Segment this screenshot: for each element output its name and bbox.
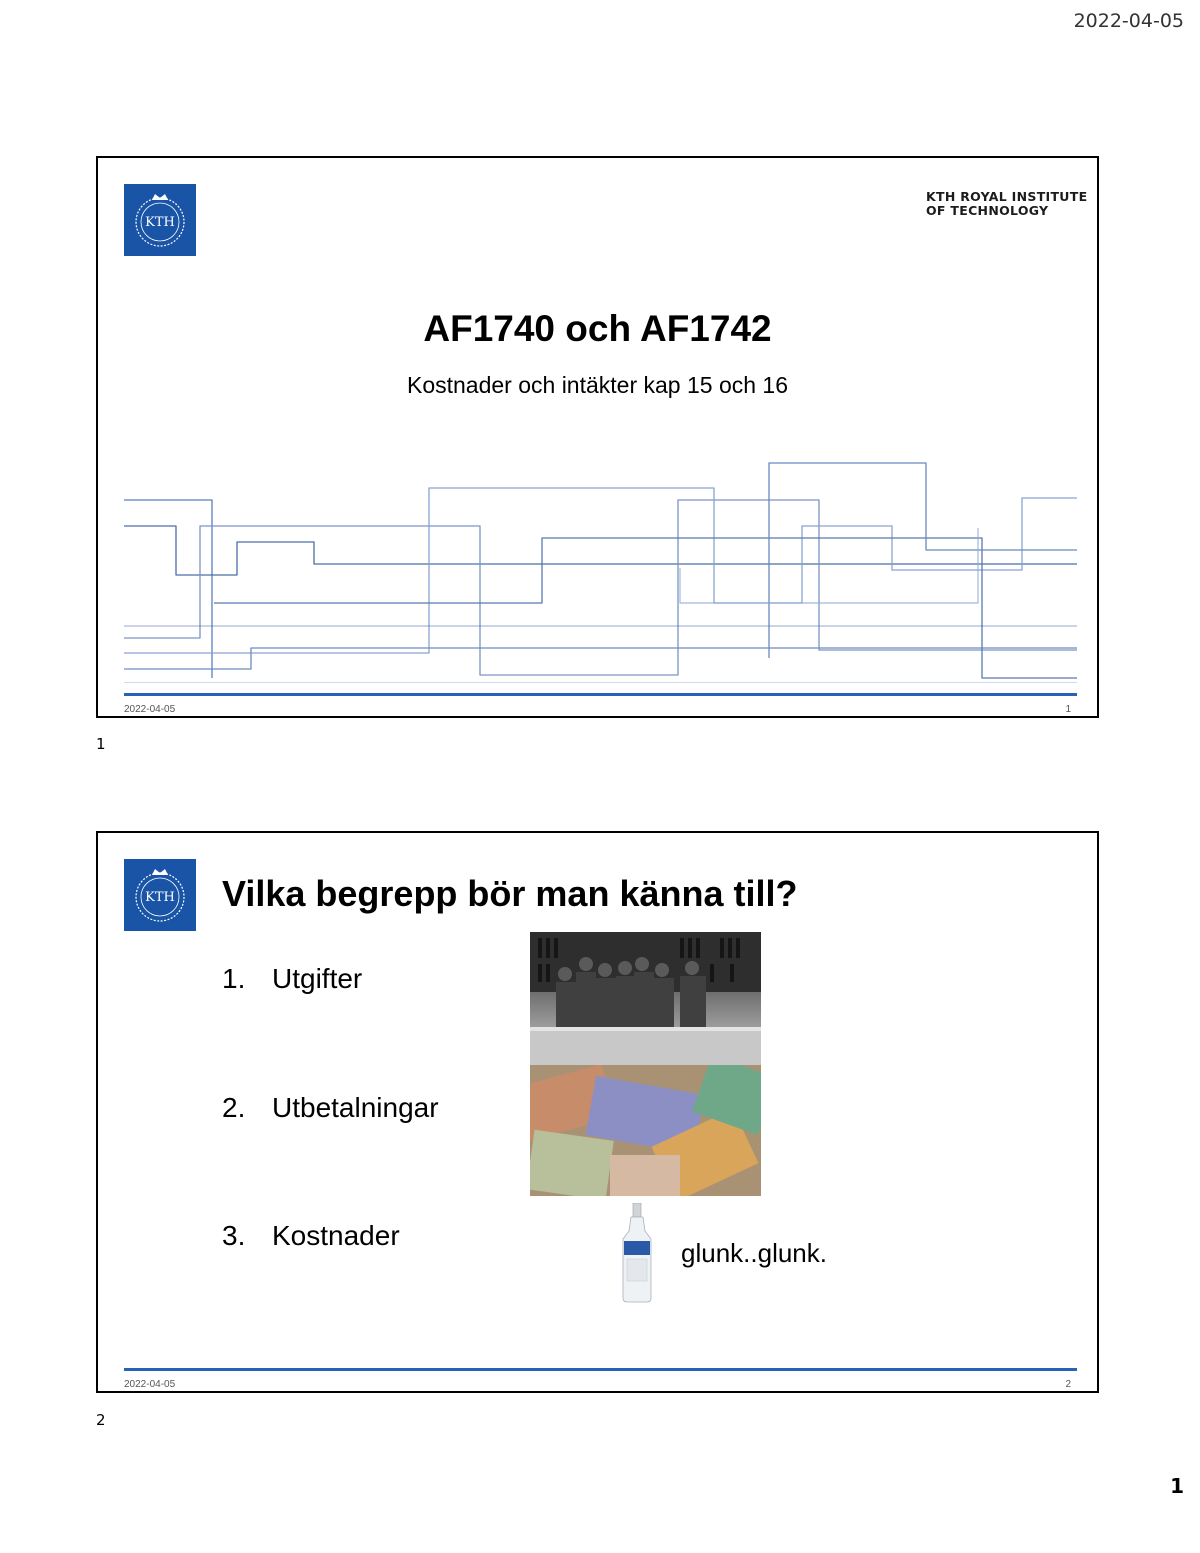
page-header-date: 2022-04-05 (1073, 10, 1184, 32)
kth-logo-text: KTH (145, 215, 175, 230)
list-item-number: 1. (222, 963, 246, 994)
footer-date: 2022-04-05 (124, 1379, 176, 1390)
list-item-label: Kostnader (272, 1220, 400, 1251)
list-item-label: Utgifter (272, 963, 363, 994)
list-item (222, 1092, 439, 1124)
slide-title: Vilka begrepp bör man känna till? (222, 873, 798, 914)
footer-rule (124, 1368, 1077, 1371)
slide-subtitle: Kostnader och intäkter kap 15 och 16 (406, 372, 789, 398)
footer-slide-number: 2 (1065, 1379, 1071, 1390)
slide-1 (96, 156, 1099, 718)
list-item (222, 1220, 400, 1252)
bottle-image (618, 1203, 656, 1303)
kth-logo-text: KTH (145, 890, 175, 905)
slide-2 (96, 831, 1099, 1393)
bottle-caption: glunk..glunk. (681, 1238, 827, 1268)
list-item-label: Utbetalningar (272, 1092, 439, 1123)
institute-name (926, 190, 1087, 218)
institute-line-1: KTH ROYAL INSTITUTE (926, 189, 1088, 204)
slide-title: AF1740 och AF1742 (423, 308, 772, 349)
staff-photo (530, 932, 761, 1065)
footer-slide-number: 1 (1065, 704, 1071, 715)
list-item-number: 2. (222, 1092, 246, 1123)
page-number: 1 (1170, 1474, 1184, 1498)
slide-caption-2: 2 (96, 1411, 106, 1429)
institute-line-2: OF TECHNOLOGY (926, 203, 1049, 218)
kth-logo (124, 859, 196, 931)
list-item (222, 963, 362, 995)
banknotes-photo (530, 1065, 761, 1196)
footer-rule (124, 693, 1077, 696)
slide-caption-1: 1 (96, 735, 106, 753)
decorative-lines (124, 458, 1077, 683)
kth-logo (124, 184, 196, 256)
list-item-number: 3. (222, 1220, 246, 1251)
footer-date: 2022-04-05 (124, 704, 176, 715)
